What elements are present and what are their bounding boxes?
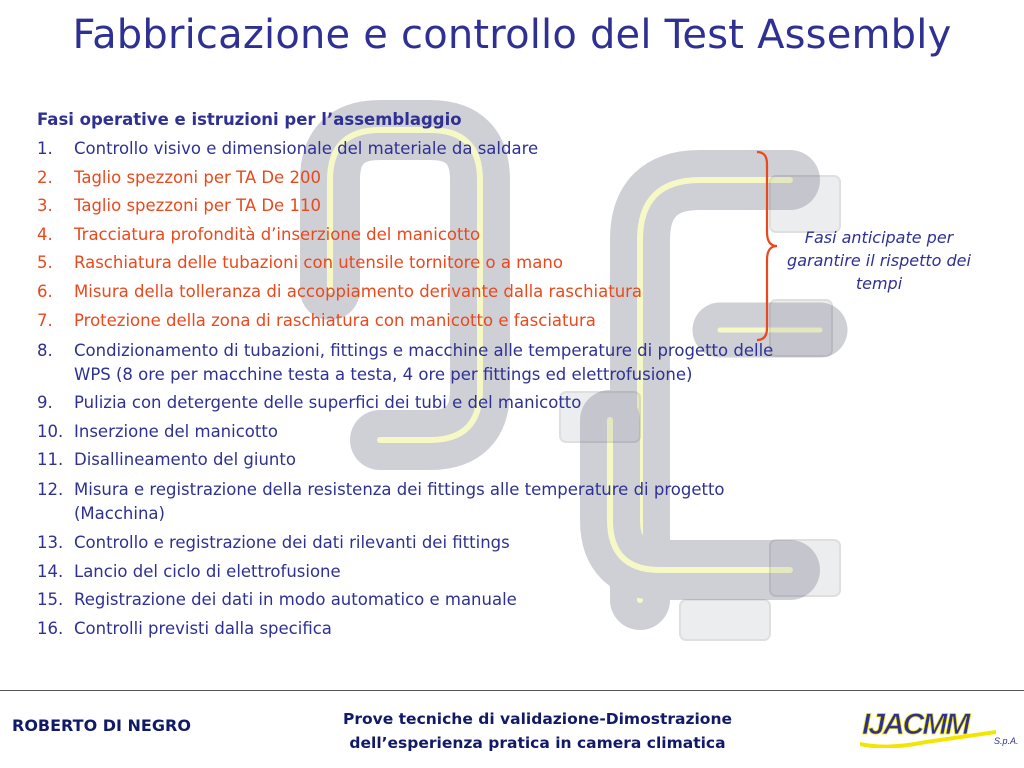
step-text: Taglio spezzoni per TA De 200 bbox=[74, 167, 321, 187]
list-item bbox=[37, 531, 777, 555]
step-number: 11. bbox=[37, 450, 64, 470]
footer-author: ROBERTO DI NEGRO bbox=[12, 716, 191, 735]
footer-caption-line-1: Prove tecniche di validazione-Dimostrazione bbox=[342, 710, 732, 728]
list-item bbox=[37, 478, 777, 526]
step-text: Misura e registrazione della resistenza dei fittings alle temperature di progetto (Macchina) bbox=[74, 480, 725, 524]
list-item bbox=[37, 166, 777, 190]
step-text: Disallineamento del giunto bbox=[74, 450, 296, 470]
list-item bbox=[37, 251, 777, 275]
list-item bbox=[37, 309, 777, 333]
step-text: Taglio spezzoni per TA De 110 bbox=[74, 196, 321, 216]
list-item bbox=[37, 391, 777, 415]
step-number: 12. bbox=[37, 480, 64, 500]
list-item bbox=[37, 448, 777, 472]
step-text: Registrazione dei dati in modo automatico e manuale bbox=[74, 590, 517, 610]
step-number: 1. bbox=[37, 139, 53, 158]
step-number: 4. bbox=[37, 224, 53, 244]
anticipated-phases-note: Fasi anticipate per garantire il rispetto dei tempi bbox=[787, 228, 971, 293]
step-number: 9. bbox=[37, 393, 53, 413]
steps-list bbox=[37, 137, 777, 645]
step-text: Controlli previsti dalla specifica bbox=[74, 618, 332, 638]
step-number: 13. bbox=[37, 532, 64, 552]
step-text: Controllo e registrazione dei dati rilevanti dei fittings bbox=[74, 532, 510, 552]
step-number: 8. bbox=[37, 340, 53, 360]
step-number: 5. bbox=[37, 253, 53, 273]
list-item bbox=[37, 194, 777, 218]
step-number: 14. bbox=[37, 561, 64, 581]
list-item bbox=[37, 223, 777, 247]
list-item bbox=[37, 420, 777, 444]
step-number: 2. bbox=[37, 167, 53, 187]
footer-divider bbox=[0, 690, 1024, 691]
step-number: 16. bbox=[37, 618, 64, 638]
step-text: Inserzione del manicotto bbox=[74, 421, 278, 441]
slide-title: Fabbricazione e controllo del Test Assembly bbox=[72, 12, 952, 58]
step-number: 7. bbox=[37, 310, 53, 330]
step-text: Pulizia con detergente delle superfici dei tubi e del manicotto bbox=[74, 393, 582, 413]
step-text: Misura della tolleranza di accoppiamento derivante dalla raschiatura bbox=[74, 281, 643, 301]
step-text: Lancio del ciclo di elettrofusione bbox=[74, 561, 341, 581]
svg-text:IJACMM: IJACMM bbox=[862, 708, 969, 741]
step-number: 10. bbox=[37, 421, 64, 441]
list-item bbox=[37, 280, 777, 304]
section-heading: Fasi operative e istruzioni per l’assemblaggio bbox=[37, 110, 462, 129]
footer-caption-line-2: dell’esperienza pratica in camera climatica bbox=[349, 734, 726, 752]
list-item bbox=[37, 617, 777, 641]
company-logo bbox=[856, 702, 1022, 748]
step-text: Raschiatura delle tubazioni con utensile tornitore o a mano bbox=[74, 253, 563, 273]
step-text: Protezione della zona di raschiatura con manicotto e fasciatura bbox=[74, 310, 596, 330]
list-item bbox=[37, 339, 777, 387]
footer-caption bbox=[290, 707, 785, 755]
svg-text:S.p.A.: S.p.A. bbox=[994, 736, 1019, 746]
step-text: Controllo visivo e dimensionale del materiale da saldare bbox=[74, 139, 539, 158]
step-number: 3. bbox=[37, 196, 53, 216]
step-text: Tracciatura profondità d’inserzione del manicotto bbox=[74, 224, 481, 244]
step-number: 6. bbox=[37, 281, 53, 301]
list-item bbox=[37, 137, 777, 161]
step-number: 15. bbox=[37, 590, 64, 610]
list-item bbox=[37, 588, 777, 612]
list-item bbox=[37, 560, 777, 584]
step-text: Condizionamento di tubazioni, fittings e macchine alle temperature di progetto delle WPS (8 ore per macchine testa a testa, 4 ore per fittings ed elettrofusione) bbox=[74, 340, 774, 384]
